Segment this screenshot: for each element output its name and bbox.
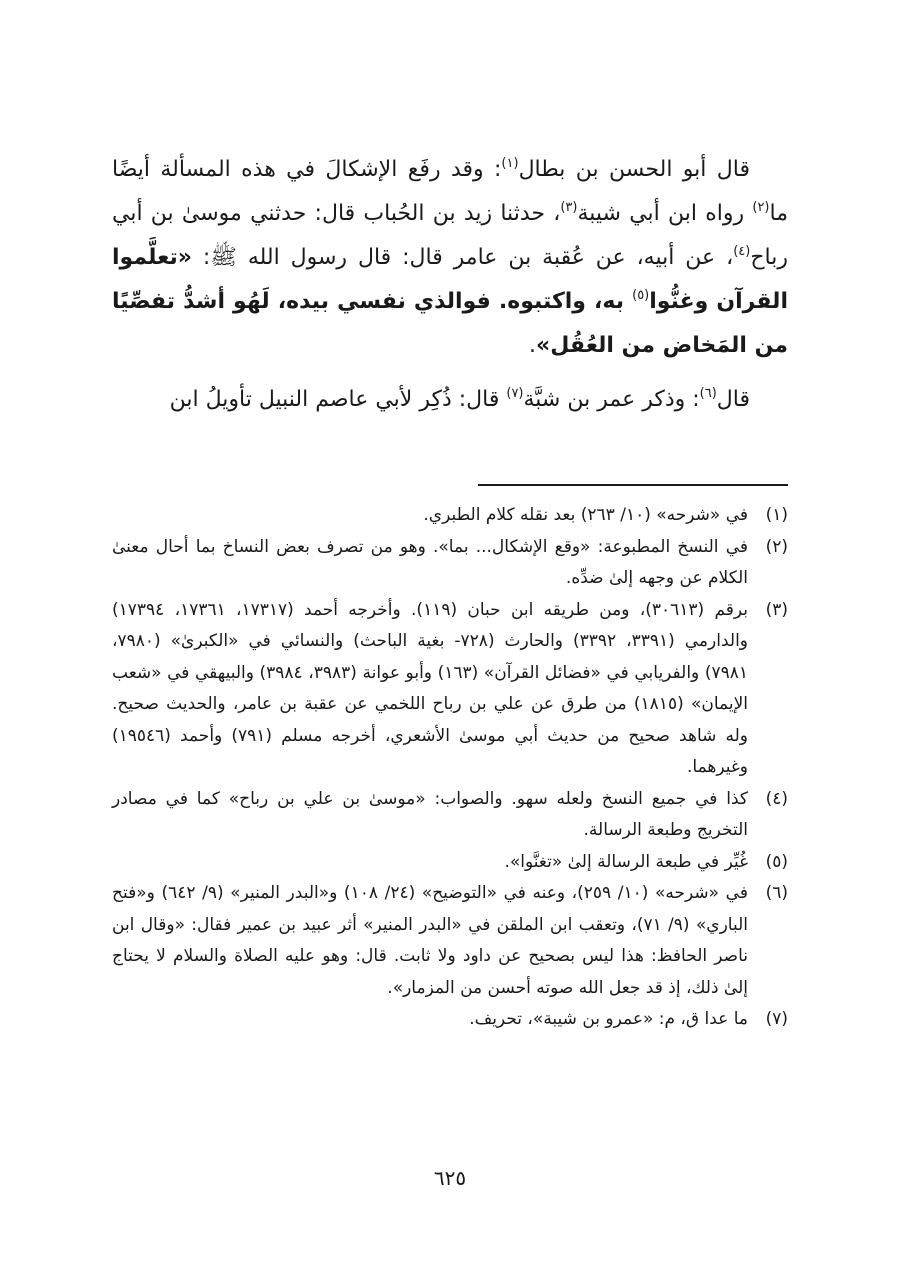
footnote-number: (٦): [765, 883, 788, 903]
text-run: ، حدثنا زيد بن الحُباب قال: حدثني موسىٰ بن أبي رباح: [112, 201, 788, 270]
page-number: ٦٢٥: [433, 1166, 467, 1190]
footnote-ref-4[interactable]: (٤): [733, 244, 751, 259]
footnote-text: ما عدا ق، م: «عمرو بن شيبة»، تحريف.: [469, 1009, 748, 1029]
paragraph-1: [112, 148, 788, 368]
footnote-4: [112, 784, 788, 847]
footnote-ref-2[interactable]: (٢): [752, 200, 770, 215]
footnote-6: [112, 878, 788, 1004]
footnote-1: [112, 500, 788, 532]
text-run: ، عن أبيه، عن عُقبة بن عامر قال: قال رسول الله ﷺ:: [191, 245, 734, 270]
footnote-ref-3[interactable]: (٣): [560, 200, 578, 215]
hadith-quote: «تعلَّموا القرآن وغنُّوا: [112, 245, 788, 314]
body-text: [112, 148, 788, 422]
footnote-number: (٥): [765, 851, 788, 872]
footnote-7: [112, 1004, 788, 1036]
main-text: [112, 148, 788, 422]
footnote-ref-1[interactable]: (١): [501, 156, 519, 171]
footnote-number: (٣): [765, 599, 788, 620]
text-run: قال أبو الحسن بن بطال: [518, 157, 750, 182]
footnote-text: في النسخ المطبوعة: «وقع الإشكال... بما». وهو من تصرف بعض النساخ بما أحال معنىٰ الكلام عن وجهه إلىٰ ضدِّه.: [112, 536, 748, 588]
footnote-number: (٤): [765, 788, 788, 809]
footnote-text: غُيِّر في طبعة الرسالة إلىٰ «تغنَّوا».: [504, 851, 748, 872]
footnote-number: (١): [765, 505, 788, 525]
footnote-ref-7[interactable]: (٧): [506, 386, 524, 401]
footnote-5: [112, 847, 788, 879]
hadith-quote: به، واكتبوه. فوالذي نفسي بيده، لَهُو أشدُّ تفصِّيًا من المَخاض من العُقُل»: [112, 289, 788, 358]
footnote-text: برقم (٣٠٦١٣)، ومن طريقه ابن حبان (١١٩). وأخرجه أحمد (١٧٣١٧، ١٧٣٦١، ١٧٣٩٤) والدارمي (٣٣٩١، ٣٣٩٢) والحارث (٧٢٨- بغية الباحث) والنسائي في «الكبرىٰ» (٧٩٨٠، ٧٩٨١) والفريابي في «فضائل القرآن» (١٦٣) وأبو عوانة (٣٩٨٣، ٣٩٨٤) والبيهقي في «شعب الإيمان» (١٨١٥) من طرق عن علي بن رباح اللخمي عن عقبة بن عامر، والحديث صحيح. وله شاهد صحيح من حديث أبي موسىٰ الأشعري، أخرجه مسلم (٧٩١) وأحمد (١٩٥٤٦) وغيرهما.: [112, 599, 749, 777]
footnote-number: (٢): [765, 536, 788, 557]
text-run: رواه ابن أبي شيبة: [577, 201, 753, 226]
footnote-3: [112, 595, 788, 784]
footnote-ref-5[interactable]: (٥): [632, 288, 650, 303]
text-run: : وقد رفَع الإشكالَ في هذه المسألة أيضًا ما: [112, 157, 788, 226]
paragraph-2: [112, 378, 788, 422]
footnote-2: [112, 532, 788, 595]
text-run: قال: [716, 387, 750, 412]
footnote-ref-6[interactable]: (٦): [699, 386, 717, 401]
text-run: قال: ذُكِر لأبي عاصم النبيل تأويلُ ابن: [169, 387, 507, 412]
footnote-text: في «شرحه» (١٠/ ٢٦٣) بعد نقله كلام الطبري.: [423, 505, 748, 525]
footnote-text: في «شرحه» (١٠/ ٢٥٩)، وعنه في «التوضيح» (٢٤/ ١٠٨) و«البدر المنير» (٩/ ٦٤٢) و«فتح الباري» (٩/ ٧١)، وتعقب ابن الملقن في «البدر المنير» أثر عبيد بن عمير فقال: «وقال ابن ناصر الحافظ: هذا ليس بصحيح عن داود ولا ثابت. قال: وهو عليه الصلاة والسلام لا يحتاج إلىٰ ذلك، إذ قد جعل الله صوته أحسن من المزمار».: [112, 883, 748, 998]
footnotes: [112, 500, 788, 1036]
footnote-text: كذا في جميع النسخ ولعله سهو. والصواب: «موسىٰ بن علي بن رباح» كما في مصادر التخريج وطبعة الرسالة.: [112, 788, 748, 840]
text-run: .: [529, 333, 537, 358]
footnote-number: (٧): [765, 1009, 788, 1029]
text-run: : وذكر عمر بن شبَّة: [523, 387, 700, 412]
footnote-separator: [478, 484, 788, 486]
